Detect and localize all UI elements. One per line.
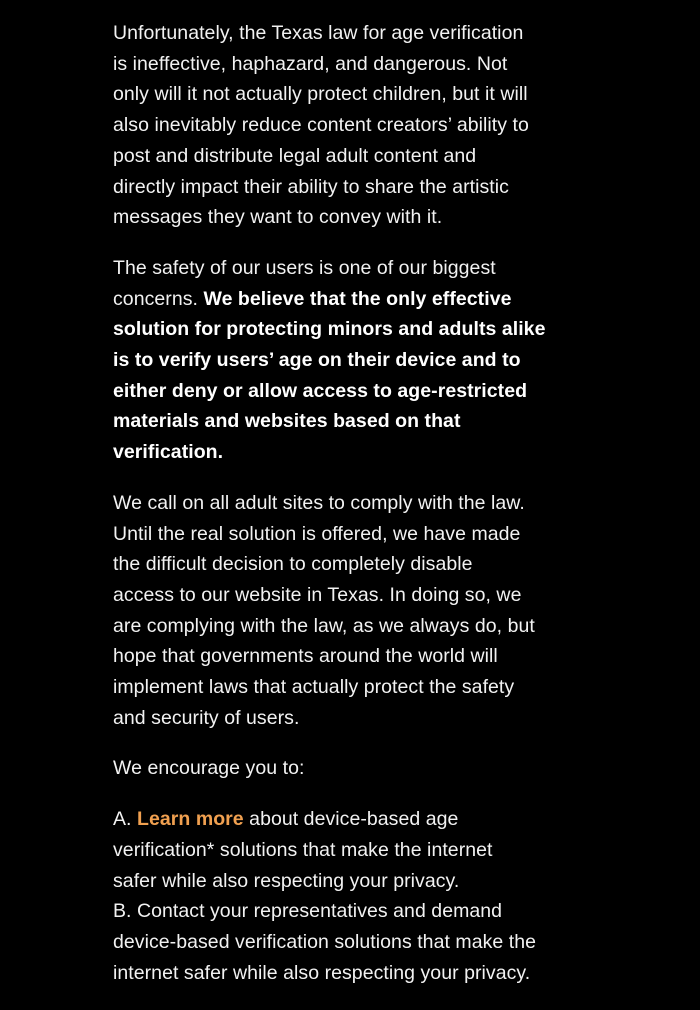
list-item-a (113, 804, 593, 835)
paragraph-compliance (113, 488, 593, 734)
text-line: access to our website in Texas. In doing so, we (113, 583, 522, 606)
text-line: The safety of our users is one of our biggest (113, 256, 496, 279)
action-list (113, 804, 593, 988)
text-line: only will it not actually protect children, but it will (113, 83, 528, 106)
text-line-bold: verification. (113, 441, 224, 464)
list-item-b: B. Contact your representatives and demand (113, 900, 503, 923)
paragraph-safety (113, 253, 593, 468)
text-line: implement laws that actually protect the safety (113, 676, 515, 699)
paragraph-encourage (113, 753, 593, 784)
text-line: is ineffective, haphazard, and dangerous. Not (113, 52, 508, 75)
text-normal: about device-based age (243, 808, 459, 831)
text-line: directly impact their ability to share the artistic (113, 175, 509, 198)
text-line: are complying with the law, as we always do, but (113, 614, 535, 637)
list-prefix: A. (113, 808, 137, 831)
text-line-bold: materials and websites based on that (113, 410, 461, 433)
text-line-bold: either deny or allow access to age-restricted (113, 379, 528, 402)
text-line: messages they want to convey with it. (113, 206, 443, 229)
text-bold: We believe that the only effective (203, 287, 512, 310)
learn-more-link[interactable]: Learn more (137, 808, 244, 831)
text-line-bold: is to verify users’ age on their device and to (113, 349, 521, 372)
paragraph-texas-law (113, 18, 593, 233)
text-line (113, 284, 593, 315)
text-line: verification* solutions that make the internet (113, 838, 493, 861)
text-line: the difficult decision to completely disable (113, 553, 473, 576)
text-normal: concerns. (113, 287, 204, 310)
text-line: and security of users. (113, 706, 300, 729)
text-line: We encourage you to: (113, 757, 305, 780)
text-line: Until the real solution is offered, we have made (113, 522, 521, 545)
text-line: internet safer while also respecting your privacy. (113, 961, 531, 984)
announcement-content (113, 18, 593, 988)
text-line: also inevitably reduce content creators’ ability to (113, 114, 529, 137)
text-line: We call on all adult sites to comply with the law. (113, 491, 525, 514)
text-line-bold: solution for protecting minors and adults alike (113, 318, 546, 341)
text-line: safer while also respecting your privacy. (113, 869, 460, 892)
text-line: hope that governments around the world will (113, 645, 498, 668)
text-line: device-based verification solutions that make the (113, 930, 537, 953)
text-line: Unfortunately, the Texas law for age verification (113, 22, 524, 44)
text-line: post and distribute legal adult content and (113, 144, 477, 167)
